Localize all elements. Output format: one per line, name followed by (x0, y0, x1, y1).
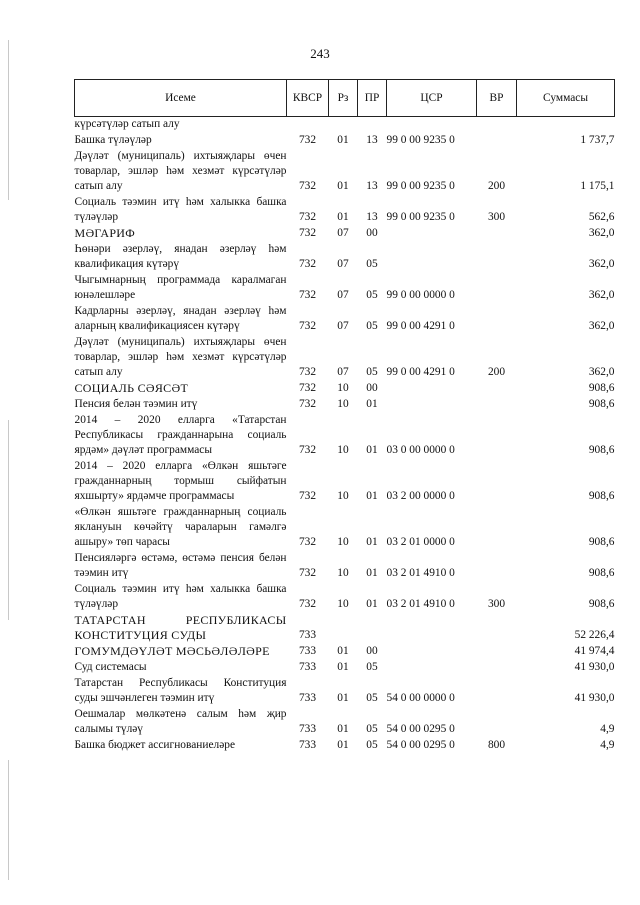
cell-br (477, 273, 517, 304)
cell-br: 300 (487, 211, 506, 223)
cell-br (477, 242, 517, 273)
cell-csr (387, 381, 477, 397)
cell-name: МӘГАРИФ (74, 226, 136, 240)
cell-rz (329, 117, 358, 134)
cell-pr: 01 (366, 398, 378, 410)
cell-rz: 07 (337, 227, 349, 239)
table-row (75, 676, 615, 707)
cell-pr: 05 (366, 723, 378, 735)
cell-sum: 908,6 (588, 444, 615, 456)
cell-rz: 07 (337, 258, 349, 270)
cell-kvsr: 732 (298, 180, 317, 192)
cell-sum: 41 930,0 (574, 661, 615, 673)
cell-br: 800 (487, 739, 506, 751)
table-row (75, 660, 615, 676)
cell-csr: 99 0 00 4291 0 (386, 366, 455, 378)
cell-pr: 13 (366, 180, 378, 192)
table-row (75, 273, 615, 304)
table-row (75, 707, 615, 738)
header-csr: ЦСР (387, 80, 477, 117)
page-number: 243 (310, 46, 330, 61)
cell-br (477, 413, 517, 459)
cell-sum: 52 226,4 (574, 629, 615, 641)
cell-br (477, 226, 517, 242)
cell-rz: 10 (337, 382, 349, 394)
table-row (75, 505, 615, 551)
scan-margin-line (8, 40, 9, 200)
cell-br: 200 (487, 366, 506, 378)
cell-rz: 01 (337, 692, 349, 704)
table-row (75, 335, 615, 381)
cell-sum: 908,6 (588, 490, 615, 502)
cell-sum: 1 737,7 (580, 134, 615, 146)
cell-csr: 54 0 00 0295 0 (386, 739, 455, 751)
cell-kvsr: 732 (298, 227, 317, 239)
cell-sum: 362,0 (588, 258, 615, 270)
cell-kvsr: 732 (298, 366, 317, 378)
cell-csr (387, 117, 477, 134)
cell-kvsr: 732 (298, 536, 317, 548)
cell-pr: 05 (366, 692, 378, 704)
cell-rz: 01 (337, 134, 349, 146)
cell-rz: 01 (337, 739, 349, 751)
cell-br (477, 133, 517, 149)
cell-br (477, 381, 517, 397)
header-kvsr: КВСР (287, 80, 329, 117)
cell-sum: 908,6 (588, 567, 615, 579)
cell-name: Башка түләүләр (74, 134, 152, 146)
cell-rz: 07 (337, 289, 349, 301)
cell-csr: 03 0 00 0000 0 (386, 444, 455, 456)
cell-br (477, 613, 517, 644)
cell-name: Татарстан Республикасы Конституция суды эшчәнлеген тәэмин итү (74, 677, 287, 704)
table-row (75, 582, 615, 613)
cell-kvsr: 732 (298, 289, 317, 301)
cell-rz: 10 (337, 536, 349, 548)
table-row (75, 413, 615, 459)
cell-name: 2014 – 2020 елларга «Татарстан Республикасы гражданнарына социаль ярдәм» дәүләт программасы (74, 414, 287, 456)
cell-sum: 4,9 (600, 723, 615, 735)
cell-name: Суд системасы (74, 661, 147, 673)
cell-rz: 07 (337, 366, 349, 378)
cell-csr: 03 2 00 0000 0 (386, 490, 455, 502)
table-body (75, 117, 615, 755)
cell-br: 300 (487, 598, 506, 610)
cell-rz: 10 (337, 444, 349, 456)
cell-br (477, 707, 517, 738)
cell-sum: 908,6 (588, 598, 615, 610)
cell-kvsr: 732 (298, 490, 317, 502)
scan-margin-line (8, 760, 9, 880)
cell-kvsr: 733 (298, 692, 317, 704)
cell-name: Башка бюджет ассигнованиеләре (74, 739, 236, 751)
cell-name: Пенсияләргә өстәмә, өстәмә пенсия белән тәэмин итү (74, 552, 287, 579)
cell-pr: 05 (366, 366, 378, 378)
cell-csr: 03 2 01 0000 0 (386, 536, 455, 548)
table-row (75, 397, 615, 413)
table-row (75, 195, 615, 226)
table-row (75, 133, 615, 149)
header-pr: ПР (358, 80, 387, 117)
table-row (75, 459, 615, 505)
cell-pr: 05 (366, 320, 378, 332)
cell-sum: 362,0 (588, 320, 615, 332)
cell-pr: 01 (366, 536, 378, 548)
cell-pr: 00 (366, 645, 378, 657)
cell-br (477, 459, 517, 505)
table-header-row (75, 80, 615, 117)
cell-br (477, 304, 517, 335)
cell-csr (387, 644, 477, 660)
cell-br: 200 (487, 180, 506, 192)
cell-sum: 362,0 (588, 289, 615, 301)
cell-br (477, 505, 517, 551)
cell-pr: 00 (366, 382, 378, 394)
cell-rz: 10 (337, 598, 349, 610)
cell-name: Чыгымнарның программада каралмаган юнәлешләре (74, 274, 287, 301)
cell-name: күрсәтүләр сатып алу (74, 118, 180, 130)
header-br: ВР (477, 80, 517, 117)
cell-name: 2014 – 2020 елларга «Өлкән яшьтәге гражданнарның тормыш сыйфатын яхшырту» ярдәмче программасы (74, 460, 287, 502)
cell-br (477, 660, 517, 676)
cell-name: Пенсия белән тәэмин итү (74, 398, 198, 410)
cell-kvsr: 733 (298, 629, 317, 641)
cell-rz: 10 (337, 398, 349, 410)
cell-pr: 05 (366, 289, 378, 301)
cell-kvsr: 732 (298, 134, 317, 146)
cell-name: ТАТАРСТАН РЕСПУБЛИКАСЫ КОНСТИТУЦИЯ СУДЫ (74, 613, 287, 642)
cell-rz: 10 (337, 490, 349, 502)
cell-kvsr: 732 (298, 444, 317, 456)
cell-csr: 99 0 00 4291 0 (386, 320, 455, 332)
cell-name: Дәүләт (муниципаль) ихтыяҗлары өчен товарлар, эшләр һәм хезмәт күрсәтүләр сатып алу (74, 336, 287, 378)
cell-sum: 908,6 (588, 382, 615, 394)
cell-kvsr: 732 (298, 320, 317, 332)
cell-pr: 01 (366, 490, 378, 502)
cell-name: Дәүләт (муниципаль) ихтыяҗлары өчен товарлар, эшләр һәм хезмәт күрсәтүләр сатып алу (74, 150, 287, 192)
cell-kvsr: 733 (298, 645, 317, 657)
cell-pr: 05 (366, 258, 378, 270)
cell-sum: 362,0 (588, 227, 615, 239)
cell-kvsr: 732 (298, 567, 317, 579)
cell-name: ГОМУМДӘҮЛӘТ МӘСЬӘЛӘЛӘРЕ (74, 644, 270, 658)
table-row (75, 304, 615, 335)
cell-name: Кадрларны әзерләү, янадан әзерләү һәм аларның квалификациясен күтәрү (74, 305, 287, 332)
cell-csr: 54 0 00 0295 0 (386, 723, 455, 735)
cell-pr: 01 (366, 444, 378, 456)
cell-kvsr: 733 (298, 739, 317, 751)
table-row (75, 551, 615, 582)
budget-table (74, 79, 615, 754)
cell-br (477, 117, 517, 134)
cell-sum: 1 175,1 (580, 180, 615, 192)
cell-pr (358, 117, 387, 134)
cell-csr: 03 2 01 4910 0 (386, 598, 455, 610)
cell-sum: 362,0 (588, 366, 615, 378)
cell-pr: 01 (366, 567, 378, 579)
cell-br (477, 644, 517, 660)
cell-rz (329, 613, 358, 644)
cell-rz: 01 (337, 645, 349, 657)
cell-rz: 01 (337, 180, 349, 192)
cell-name: Социаль тәэмин итү һәм халыкка башка түләүләр (74, 583, 287, 610)
cell-pr: 01 (366, 598, 378, 610)
cell-kvsr: 732 (298, 258, 317, 270)
header-sum: Суммасы (517, 80, 615, 117)
cell-pr: 00 (366, 227, 378, 239)
cell-kvsr: 732 (298, 211, 317, 223)
table-row (75, 242, 615, 273)
cell-rz: 01 (337, 211, 349, 223)
cell-csr: 03 2 01 4910 0 (386, 567, 455, 579)
cell-rz: 01 (337, 661, 349, 673)
cell-csr: 99 0 00 9235 0 (386, 134, 455, 146)
table-row (75, 613, 615, 644)
cell-name: «Өлкән яшьтәге гражданнарның социаль яклануын көчәйтү чараларын гамәлгә ашыру» төп чарасы (74, 506, 287, 548)
cell-sum: 4,9 (600, 739, 615, 751)
cell-pr: 13 (366, 211, 378, 223)
table-row (75, 117, 615, 134)
cell-sum (517, 117, 615, 134)
header-rz: Рз (329, 80, 358, 117)
cell-csr (387, 242, 477, 273)
cell-pr: 05 (366, 739, 378, 751)
cell-csr (387, 660, 477, 676)
table-row (75, 738, 615, 754)
cell-pr: 13 (366, 134, 378, 146)
cell-csr: 99 0 00 0000 0 (386, 289, 455, 301)
cell-kvsr: 733 (298, 723, 317, 735)
cell-sum: 908,6 (588, 536, 615, 548)
table-row (75, 644, 615, 660)
cell-pr (358, 613, 387, 644)
cell-csr: 99 0 00 9235 0 (386, 211, 455, 223)
cell-name: Оешмалар мөлкәтенә салым һәм җир салымы түләү (74, 708, 287, 735)
table-row (75, 226, 615, 242)
cell-sum: 908,6 (588, 398, 615, 410)
cell-name: Социаль тәэмин итү һәм халыкка башка түләүләр (74, 196, 287, 223)
cell-csr (387, 226, 477, 242)
cell-rz: 10 (337, 567, 349, 579)
cell-name: СОЦИАЛЬ СӘЯСӘТ (74, 381, 189, 395)
cell-sum: 41 930,0 (574, 692, 615, 704)
cell-name: Һөнәри әзерләү, янадан әзерләү һәм квалификация күтәрү (74, 243, 287, 270)
cell-csr: 99 0 00 9235 0 (386, 180, 455, 192)
cell-kvsr (287, 117, 329, 134)
cell-rz: 07 (337, 320, 349, 332)
cell-br (477, 676, 517, 707)
cell-kvsr: 732 (298, 398, 317, 410)
cell-csr: 54 0 00 0000 0 (386, 692, 455, 704)
cell-kvsr: 732 (298, 598, 317, 610)
cell-br (477, 551, 517, 582)
table-row (75, 149, 615, 195)
scan-margin-line (8, 420, 9, 620)
cell-csr (387, 397, 477, 413)
cell-csr (387, 613, 477, 644)
cell-pr: 05 (366, 661, 378, 673)
table-row (75, 381, 615, 397)
cell-br (477, 397, 517, 413)
cell-sum: 41 974,4 (574, 645, 615, 657)
cell-kvsr: 732 (298, 382, 317, 394)
cell-rz: 01 (337, 723, 349, 735)
cell-sum: 562,6 (588, 211, 615, 223)
cell-kvsr: 733 (298, 661, 317, 673)
header-name: Исеме (75, 80, 287, 117)
